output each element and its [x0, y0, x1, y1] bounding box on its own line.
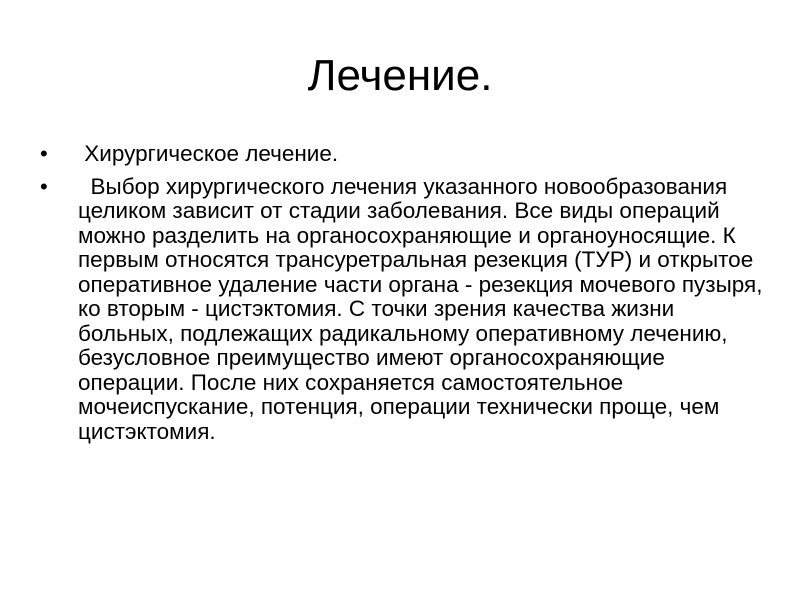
- slide-title: Лечение.: [307, 51, 493, 100]
- bullet-text: Выбор хирургического лечения указанного новообразования целиком зависит от стадии заболевания. Все виды операций можно разделить на органосохраняющие и органоуносящие. К первым относятся трансуретральная резекция (ТУР) и открытое оперативное удаление части органа - резекция мочевого пузыря, ко вторым - цистэктомия. С точки зрения качества жизни больных, подлежащих радикальному оперативному лечению, безусловное преимущество имеют органосохраняющие операции. После них сохраняется самостоятельное мочеиспускание, потенция, операции технически проще, чем цистэктомия.: [78, 173, 769, 444]
- bullet-icon: •: [40, 173, 48, 199]
- bullet-icon: •: [40, 141, 48, 166]
- bullet-item-choice: [40, 175, 770, 445]
- bullet-text: Хирургическое лечение.: [78, 141, 339, 166]
- bullet-list: [40, 142, 770, 452]
- bullet-item-surgical: [40, 142, 770, 167]
